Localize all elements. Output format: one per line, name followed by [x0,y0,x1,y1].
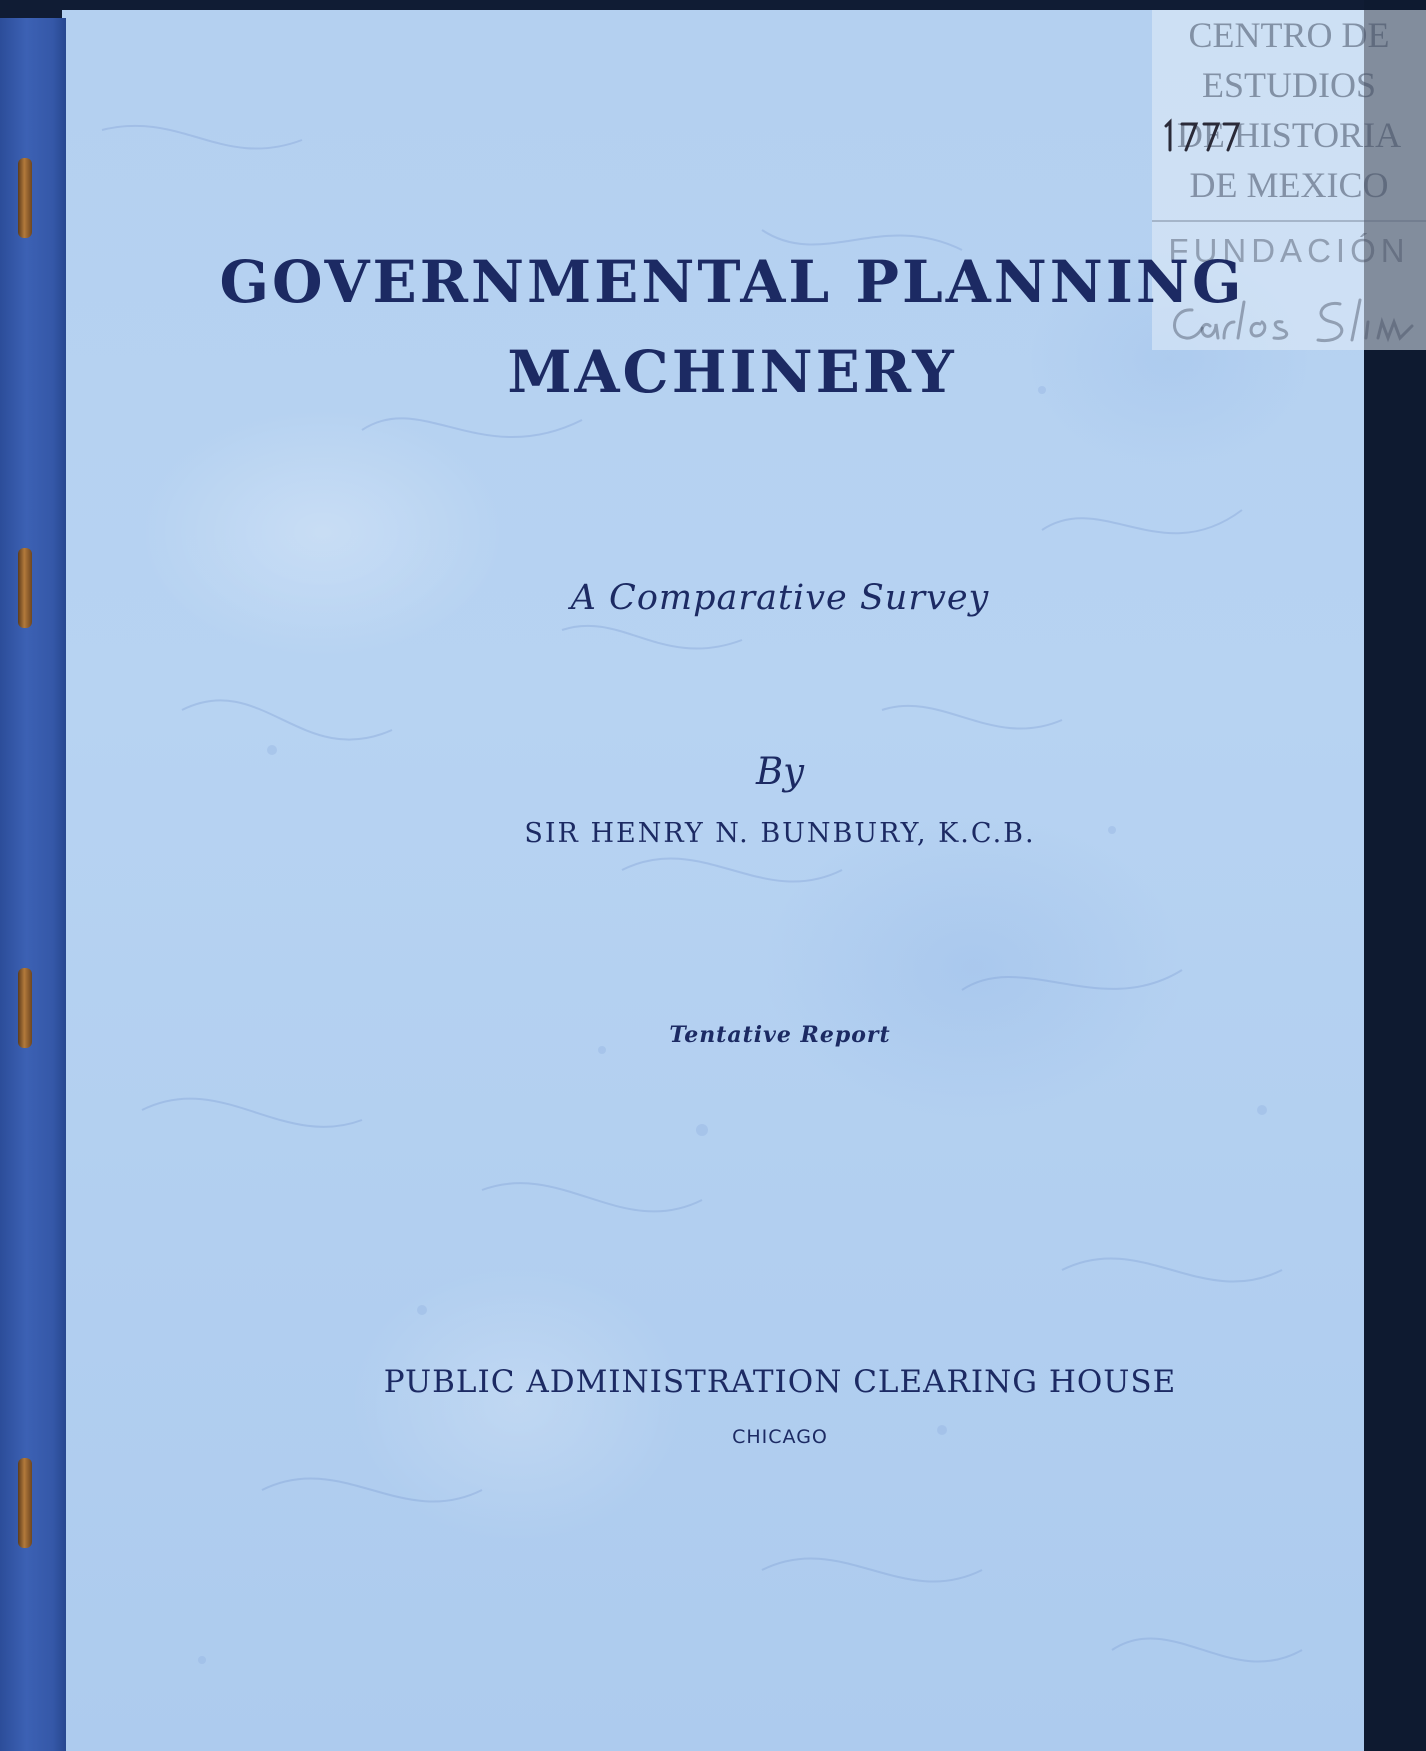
publisher-name: PUBLIC ADMINISTRATION CLEARING HOUSE [383,1364,1177,1400]
publisher-city: CHICAGO [732,1426,828,1448]
stamp-line-2: ESTUDIOS [1201,65,1376,105]
stamp-foundation: FUNDACIÓN [1168,232,1410,269]
staple-3 [18,968,32,1048]
stamp-line-3: DE HISTORIA [1176,115,1402,155]
book-spine [0,18,66,1751]
staple-1 [18,158,32,238]
stamp-line-4: DE MEXICO [1189,165,1389,205]
book-subtitle: A Comparative Survey [570,578,990,618]
stamp-divider [1152,220,1426,222]
report-type: Tentative Report [669,1022,891,1048]
book-cover [62,10,1410,1751]
book-title-line-1: GOVERNMENTAL PLANNING [219,248,1245,316]
staple-2 [18,548,32,628]
author-name: SIR HENRY N. BUNBURY, K.C.B. [524,818,1036,849]
staple-4 [18,1458,32,1548]
stamp-line-1: CENTRO DE [1188,15,1390,55]
book-title-line-2: MACHINERY [507,338,957,406]
by-label: By [755,750,805,793]
handwritten-catalog-number [1160,116,1240,156]
